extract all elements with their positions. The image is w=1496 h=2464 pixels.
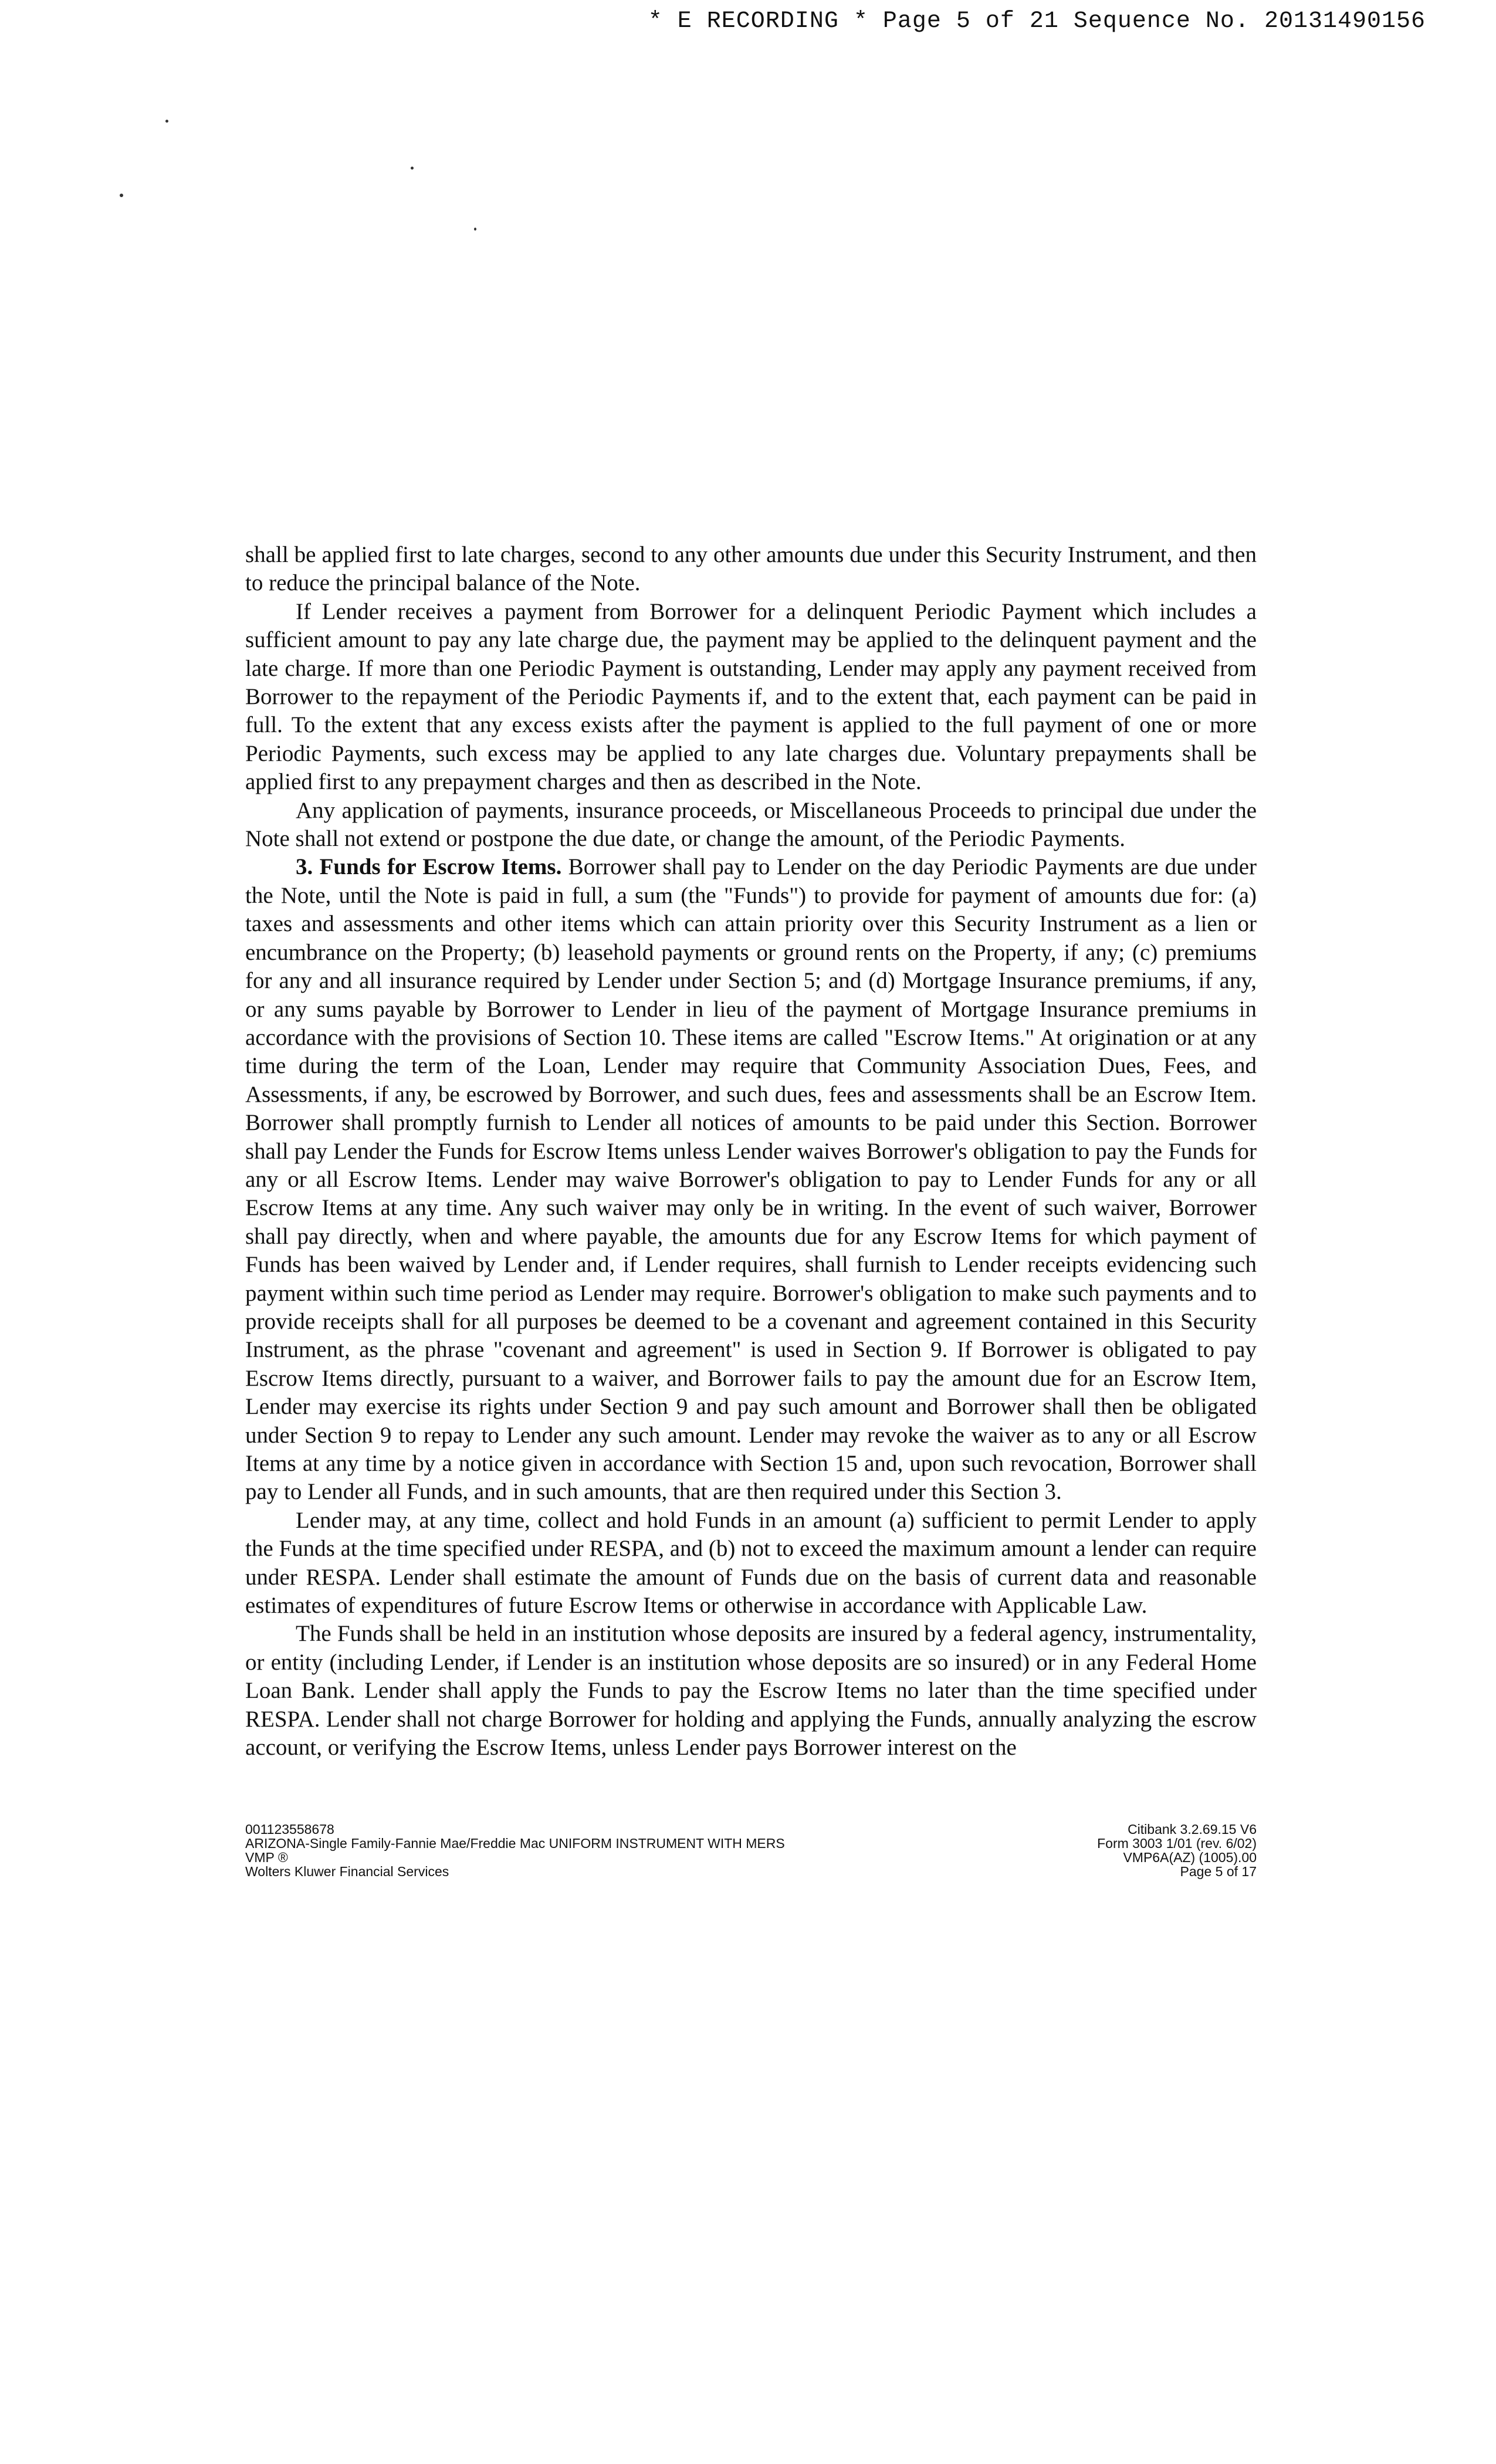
paragraph-funds-held: The Funds shall be held in an institution whose deposits are insured by a federal agency, instrumentality, or entity (including Lender, if Lender is an institution whose deposits are so insured) or in any Federal Home Loan Bank. Lender shall apply the Funds to pay the Escrow Items no later than the time specified under RESPA. Lender shall not charge Borrower for holding and applying the Funds, annually analyzing the escrow account, or verifying the Escrow Items, unless Lender pays Borrower interest on the: [245, 1621, 1257, 1761]
section-3-funds-for-escrow: [245, 853, 1257, 1506]
scan-speck: [165, 120, 168, 123]
instrument-description: ARIZONA-Single Family-Fannie Mae/Freddie Mac UNIFORM INSTRUMENT WITH MERS: [245, 1836, 785, 1851]
section-3-text: Borrower shall pay to Lender on the day Periodic Payments are due under the Note, until the Note is paid in full, a sum (the "Funds") to provide for payment of amounts due for: (a) taxes and assessments and other items which can attain priority over this Security Instrument as a lien or encumbrance on the Property; (b) leasehold payments or ground rents on the Property, if any; (c) premiums for any and all insurance required by Lender under Section 5; and (d) Mortgage Insurance premiums, if any, or any sums payable by Borrower to Lender in lieu of the payment of Mortgage Insurance premiums in accordance with the provisions of Section 10. These items are called "Escrow Items." At origination or at any time during the term of the Loan, Lender may require that Community Association Dues, Fees, and Assessments, if any, be escrowed by Borrower, and such dues, fees and assessments shall be an Escrow Item. Borrower shall promptly furnish to Lender all notices of amounts to be paid under this Section. Borrower shall pay Lender the Funds for Escrow Items unless Lender waives Borrower's obligation to pay the Funds for any or all Escrow Items. Lender may waive Borrower's obligation to pay to Lender Funds for any or all Escrow Items at any time. Any such waiver may only be in writing. In the event of such waiver, Borrower shall pay directly, when and where payable, the amounts due for any Escrow Items for which payment of Funds has been waived by Lender and, if Lender requires, shall furnish to Lender receipts evidencing such payment within such time period as Lender may require. Borrower's obligation to make such payments and to provide receipts shall for all purposes be deemed to be a covenant and agreement contained in this Security Instrument, as the phrase "covenant and agreement" is used in Section 9. If Borrower is obligated to pay Escrow Items directly, pursuant to a waiver, and Borrower fails to pay the amount due for an Escrow Item, Lender may exercise its rights under Section 9 and pay such amount and Borrower shall then be obligated under Section 9 to repay to Lender any such amount. Lender may revoke the waiver as to any or all Escrow Items at any time by a notice given in accordance with Section 15 and, upon such revocation, Borrower shall pay to Lender all Funds, and in such amounts, that are then required under this Section 3.: [245, 854, 1257, 1505]
vmp-form-code: VMP6A(AZ) (1005).00: [1123, 1850, 1257, 1865]
loan-number: 001123558678: [245, 1822, 334, 1837]
scan-speck: [474, 228, 476, 231]
document-body: [245, 541, 1257, 1762]
page-number: Page 5 of 17: [1180, 1864, 1257, 1879]
footer-left: [245, 1822, 785, 1879]
lender-version: Citibank 3.2.69.15 V6: [1128, 1822, 1257, 1837]
scan-speck: [411, 167, 414, 170]
paragraph-application-of-payments: Any application of payments, insurance proceeds, or Miscellaneous Proceeds to principal due under the Note shall not extend or postpone the due date, or change the amount, of the Periodic Payments.: [245, 797, 1257, 852]
recording-header: * E RECORDING * Page 5 of 21 Sequence No. 20131490156: [648, 8, 1426, 35]
paragraph-continuation: shall be applied first to late charges, second to any other amounts due under this Security Instrument, and then to reduce the principal balance of the Note.: [245, 542, 1257, 596]
publisher: Wolters Kluwer Financial Services: [245, 1864, 449, 1879]
scan-speck: [120, 194, 123, 197]
footer-right: [1097, 1822, 1257, 1879]
form-number: Form 3003 1/01 (rev. 6/02): [1097, 1836, 1257, 1851]
vmp-mark: VMP ®: [245, 1850, 288, 1865]
paragraph-collect-hold-funds: Lender may, at any time, collect and hold Funds in an amount (a) sufficient to permit Lender to apply the Funds at the time specified under RESPA, and (b) not to exceed the maximum amount a lender can require under RESPA. Lender shall estimate the amount of Funds due on the basis of current data and reasonable estimates of expenditures of future Escrow Items or otherwise in accordance with Applicable Law.: [245, 1507, 1257, 1619]
section-3-title: 3. Funds for Escrow Items.: [296, 854, 562, 880]
paragraph-delinquent-payment: If Lender receives a payment from Borrower for a delinquent Periodic Payment which includes a sufficient amount to pay any late charge due, the payment may be applied to the delinquent payment and the late charge. If more than one Periodic Payment is outstanding, Lender may apply any payment received from Borrower to the repayment of the Periodic Payments if, and to the extent that, each payment can be paid in full. To the extent that any excess exists after the payment is applied to the full payment of one or more Periodic Payments, such excess may be applied to any late charges due. Voluntary prepayments shall be applied first to any prepayment charges and then as described in the Note.: [245, 598, 1257, 795]
